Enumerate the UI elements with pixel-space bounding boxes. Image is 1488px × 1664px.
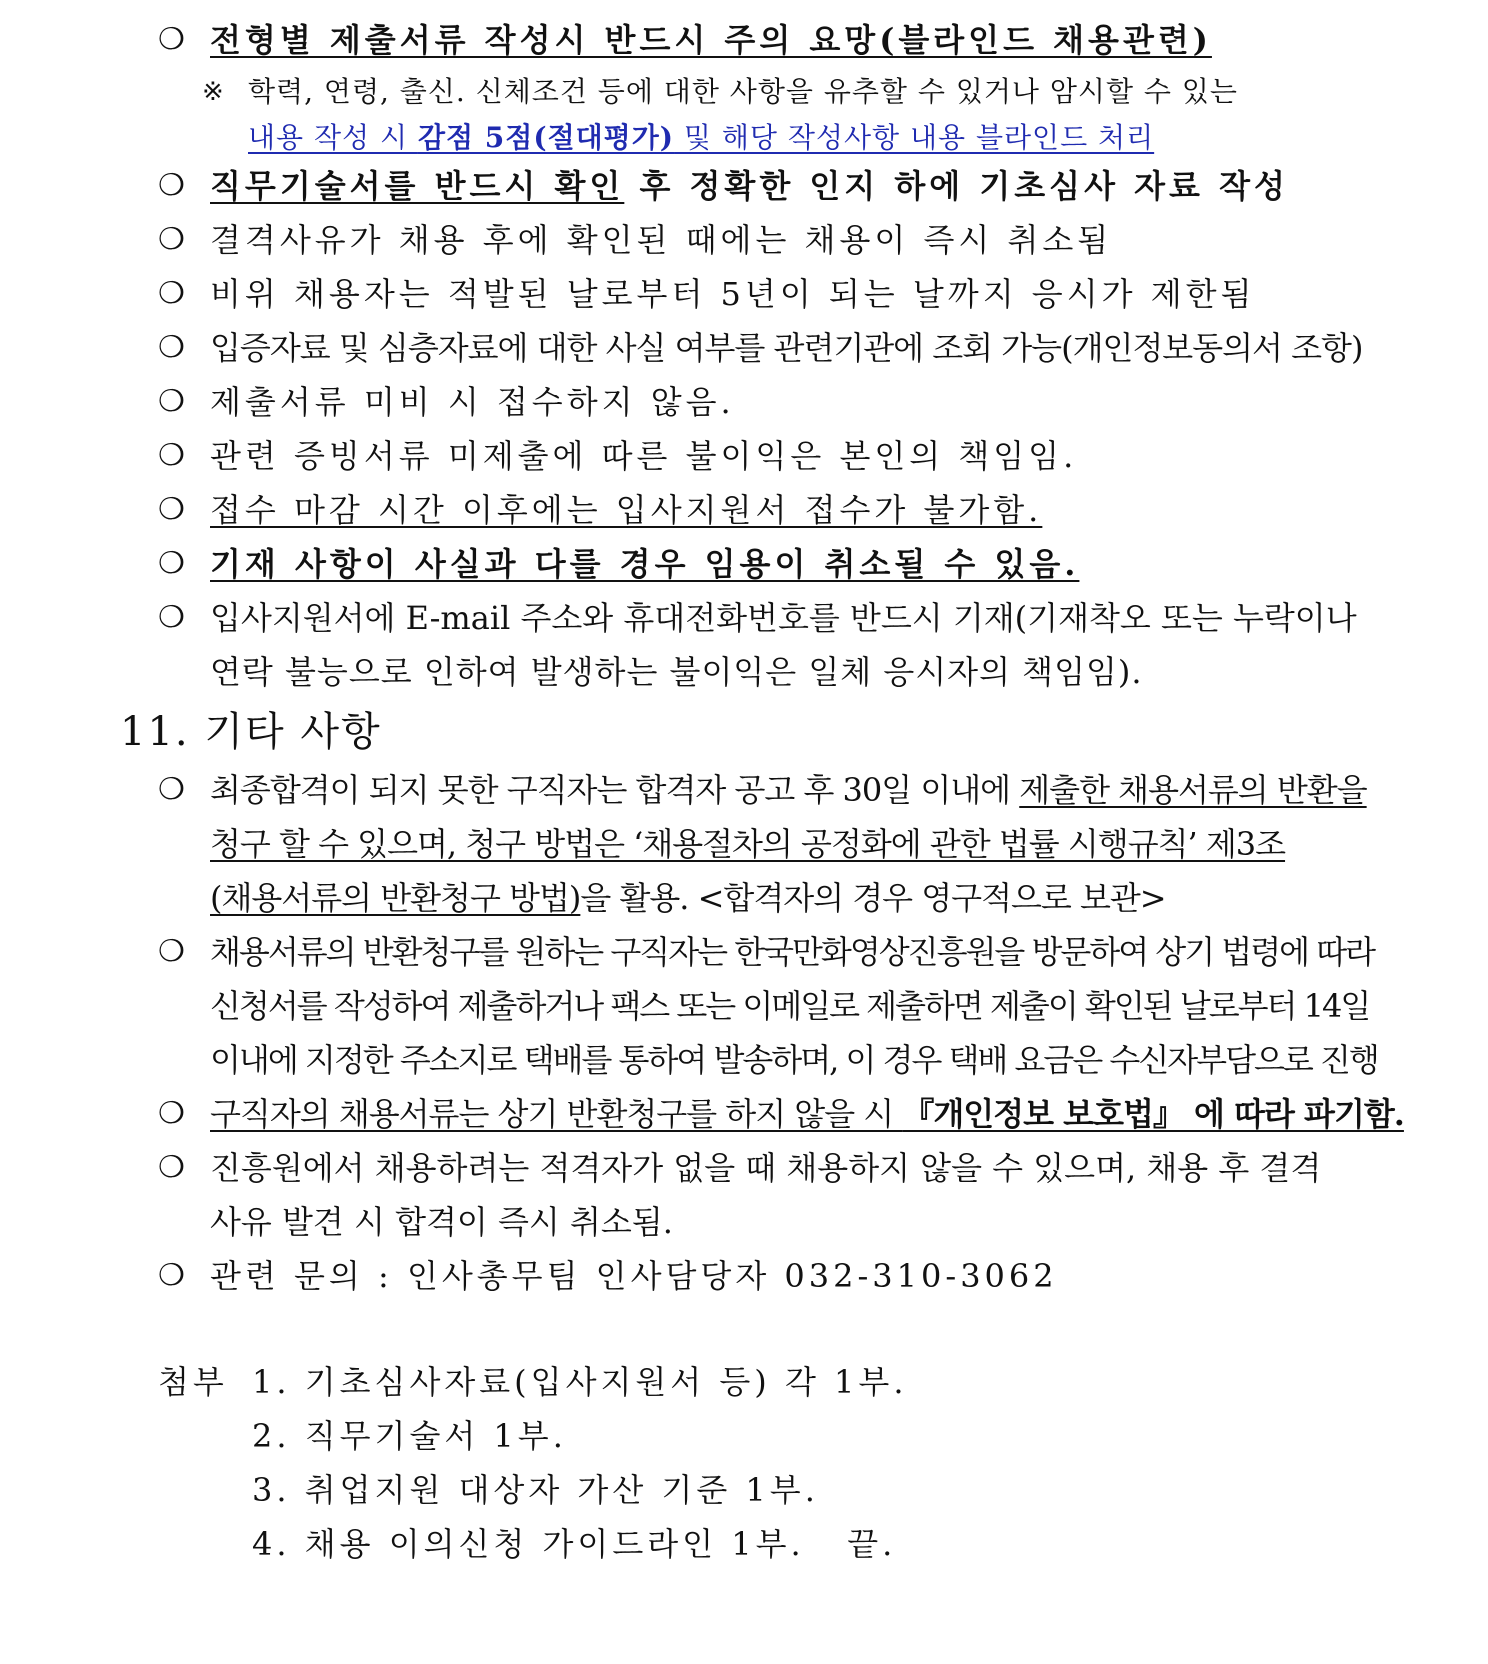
circle-bullet-icon: ❍ <box>158 438 185 473</box>
circle-bullet-icon: ❍ <box>158 546 185 581</box>
etc-text: 이내에 지정한 주소지로 택배를 통하여 발송하며, 이 경우 택배 요금은 수신자부담으로 진행 <box>210 1041 1378 1079</box>
circle-bullet-icon: ❍ <box>158 168 185 203</box>
notice-text-underlined: 직무기술서를 반드시 확인 <box>210 167 625 205</box>
circle-bullet-icon: ❍ <box>158 276 185 311</box>
etc-text: 관련 문의 : 인사총무팀 인사담당자 032-310-3062 <box>210 1257 1058 1295</box>
circle-bullet-icon: ❍ <box>158 1096 185 1131</box>
circle-bullet-icon: ❍ <box>158 934 185 969</box>
etc-text-underlined <box>210 1094 1404 1134</box>
circle-bullet-icon: ❍ <box>158 384 185 419</box>
circle-bullet-icon: ❍ <box>158 1150 185 1185</box>
etc-text-underlined: 청구 할 수 있으며, 청구 방법은 ‘채용절차의 공정화에 관한 법률 시행규칙’ 제3조 <box>210 825 1286 863</box>
notice-text: 결격사유가 채용 후에 확인된 때에는 채용이 즉시 취소됨 <box>210 221 1113 259</box>
note-part-b-bold: 감점 5점(절대평가) <box>417 121 675 154</box>
etc-text <box>210 878 1166 918</box>
notice-text-cont: 연락 불능으로 인하여 발생하는 불이익은 일체 응시자의 책임임). <box>210 653 1143 691</box>
note-text-blue <box>248 118 1154 158</box>
etc-text: 신청서를 작성하여 제출하거나 팩스 또는 이메일로 제출하면 제출이 확인된 날로부터 14일 <box>210 987 1370 1025</box>
circle-bullet-icon: ❍ <box>158 600 185 635</box>
notice-text: 제출서류 미비 시 접수하지 않음. <box>210 383 735 421</box>
etc-text-underlined: 제출한 채용서류의 반환을 <box>1019 771 1367 809</box>
section-heading: 11. 기타 사항 <box>120 709 382 755</box>
etc-text-part: 구직자의 채용서류는 상기 반환청구를 하지 않을 시 <box>210 1095 903 1133</box>
etc-text: 사유 발견 시 합격이 즉시 취소됨. <box>210 1203 673 1241</box>
attachment-item: 3. 취업지원 대상자 가산 기준 1부. <box>252 1471 819 1509</box>
etc-text: 채용서류의 반환청구를 원하는 구직자는 한국만화영상진흥원을 방문하여 상기 법령에 따라 <box>210 933 1375 971</box>
circle-bullet-icon: ❍ <box>158 772 185 807</box>
note-part-a: 내용 작성 시 <box>248 121 418 154</box>
reference-mark-icon: ※ <box>202 77 224 107</box>
circle-bullet-icon: ❍ <box>158 330 185 365</box>
etc-text-part: 최종합격이 되지 못한 구직자는 합격자 공고 후 30일 이내에 <box>210 771 1020 809</box>
note-text: 학력, 연령, 출신. 신체조건 등에 대한 사항을 유추할 수 있거나 암시할 수 있는 <box>248 75 1238 108</box>
circle-bullet-icon: ❍ <box>158 492 185 527</box>
attachment-item: 4. 채용 이의신청 가이드라인 1부. 끝. <box>252 1525 897 1563</box>
notice-text: 비위 채용자는 적발된 날로부터 5년이 되는 날까지 응시가 제한됨 <box>210 275 1256 313</box>
circle-bullet-icon: ❍ <box>158 22 185 57</box>
etc-text-part: 을 활용. <합격자의 경우 영구적으로 보관> <box>580 879 1166 917</box>
etc-text-underlined: (채용서류의 반환청구 방법) <box>210 879 581 917</box>
attachment-label: 첨부 <box>158 1363 228 1401</box>
notice-text <box>210 166 1289 206</box>
notice-text: 입증자료 및 심층자료에 대한 사실 여부를 관련기관에 조회 가능(개인정보동의서 조항) <box>210 329 1363 367</box>
note-part-c: 및 해당 작성사항 내용 블라인드 처리 <box>674 121 1155 154</box>
notice-text: 관련 증빙서류 미제출에 따른 불이익은 본인의 책임임. <box>210 437 1078 475</box>
notice-text: 입사지원서에 E-mail 주소와 휴대전화번호를 반드시 기재(기재착오 또는 누락이나 <box>210 599 1357 637</box>
circle-bullet-icon: ❍ <box>158 222 185 257</box>
etc-text: 진흥원에서 채용하려는 적격자가 없을 때 채용하지 않을 수 있으며, 채용 후 결격 <box>210 1149 1322 1187</box>
circle-bullet-icon: ❍ <box>158 1258 185 1293</box>
etc-text <box>210 770 1367 810</box>
etc-text-bold: 『개인정보 보호법』 에 따라 파기함. <box>902 1095 1404 1133</box>
notice-text: 전형별 제출서류 작성시 반드시 주의 요망(블라인드 채용관련) <box>210 21 1212 59</box>
notice-text: 접수 마감 시간 이후에는 입사지원서 접수가 불가함. <box>210 491 1043 529</box>
attachment-item: 1. 기초심사자료(입사지원서 등) 각 1부. <box>252 1363 908 1401</box>
notice-text: 기재 사항이 사실과 다를 경우 임용이 취소될 수 있음. <box>210 545 1080 583</box>
notice-text-rest: 후 정확한 인지 하에 기초심사 자료 작성 <box>624 167 1289 205</box>
attachment-item: 2. 직무기술서 1부. <box>252 1417 567 1455</box>
